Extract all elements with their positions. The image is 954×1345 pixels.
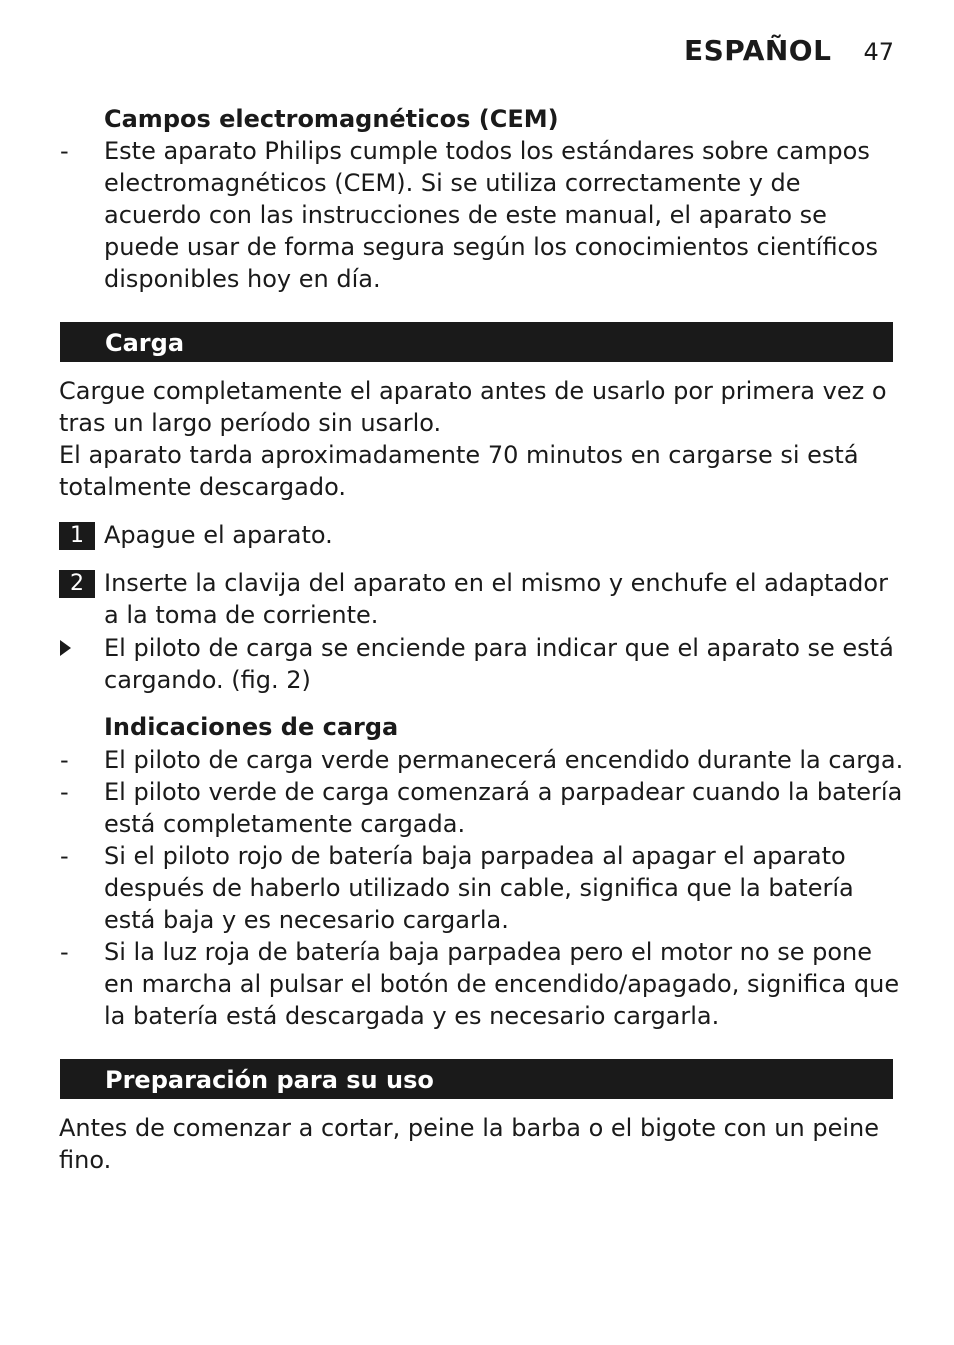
result-triangle-icon: [60, 640, 71, 656]
carga-paragraph-1: Cargue completamente el aparato antes de usarlo por primera vez o tras un largo período sin usarlo.: [59, 377, 887, 437]
cem-title: Campos electromagnéticos (CEM): [104, 105, 559, 133]
section-heading-bar: [60, 322, 893, 362]
carga-paragraph-2: El aparato tarda aproximadamente 70 minutos en cargarse si está totalmente descargado.: [59, 441, 859, 501]
section-heading-bar: [60, 1059, 893, 1099]
step-result: El piloto de carga se enciende para indicar que el aparato se está cargando. (fig. 2): [104, 634, 894, 694]
step-text-2: Inserte la clavija del aparato en el mismo y enchufe el adaptador a la toma de corriente.: [104, 569, 888, 629]
language-label: ESPAÑOL: [683, 34, 832, 67]
page-number: 47: [863, 38, 894, 66]
bullet-dash: -: [60, 842, 69, 870]
preparacion-heading: Preparación para su uso: [105, 1066, 434, 1094]
carga-heading: Carga: [105, 329, 185, 357]
bullet-dash: -: [60, 746, 69, 774]
indicaciones-item-3: Si el piloto rojo de batería baja parpadea al apagar el aparato después de haberlo utilizado sin cable, significa que la batería está baja y es necesario cargarla.: [104, 842, 854, 934]
step-number-2: 2: [59, 570, 95, 598]
preparacion-paragraph: Antes de comenzar a cortar, peine la barba o el bigote con un peine fino.: [59, 1114, 879, 1174]
step-text-1: Apague el aparato.: [104, 521, 333, 549]
page-header: [684, 34, 894, 67]
cem-item: Este aparato Philips cumple todos los estándares sobre campos electromagnéticos (CEM). Si se utiliza correctamente y de acuerdo con las instrucciones de este manual, el aparato se puede usar de forma segura según los conocimientos científicos disponibles hoy en día.: [104, 137, 878, 293]
indicaciones-item-2: El piloto verde de carga comenzará a parpadear cuando la batería está completamente cargada.: [104, 778, 903, 838]
indicaciones-item-1: El piloto de carga verde permanecerá encendido durante la carga.: [104, 746, 904, 774]
bullet-dash: -: [60, 137, 69, 165]
indicaciones-title: Indicaciones de carga: [104, 713, 399, 741]
step-number-1: 1: [59, 522, 95, 550]
bullet-dash: -: [60, 778, 69, 806]
bullet-dash: -: [60, 938, 69, 966]
indicaciones-item-4: Si la luz roja de batería baja parpadea pero el motor no se pone en marcha al pulsar el botón de encendido/apagado, significa que la batería está descargada y es necesario cargarla.: [104, 938, 900, 1030]
